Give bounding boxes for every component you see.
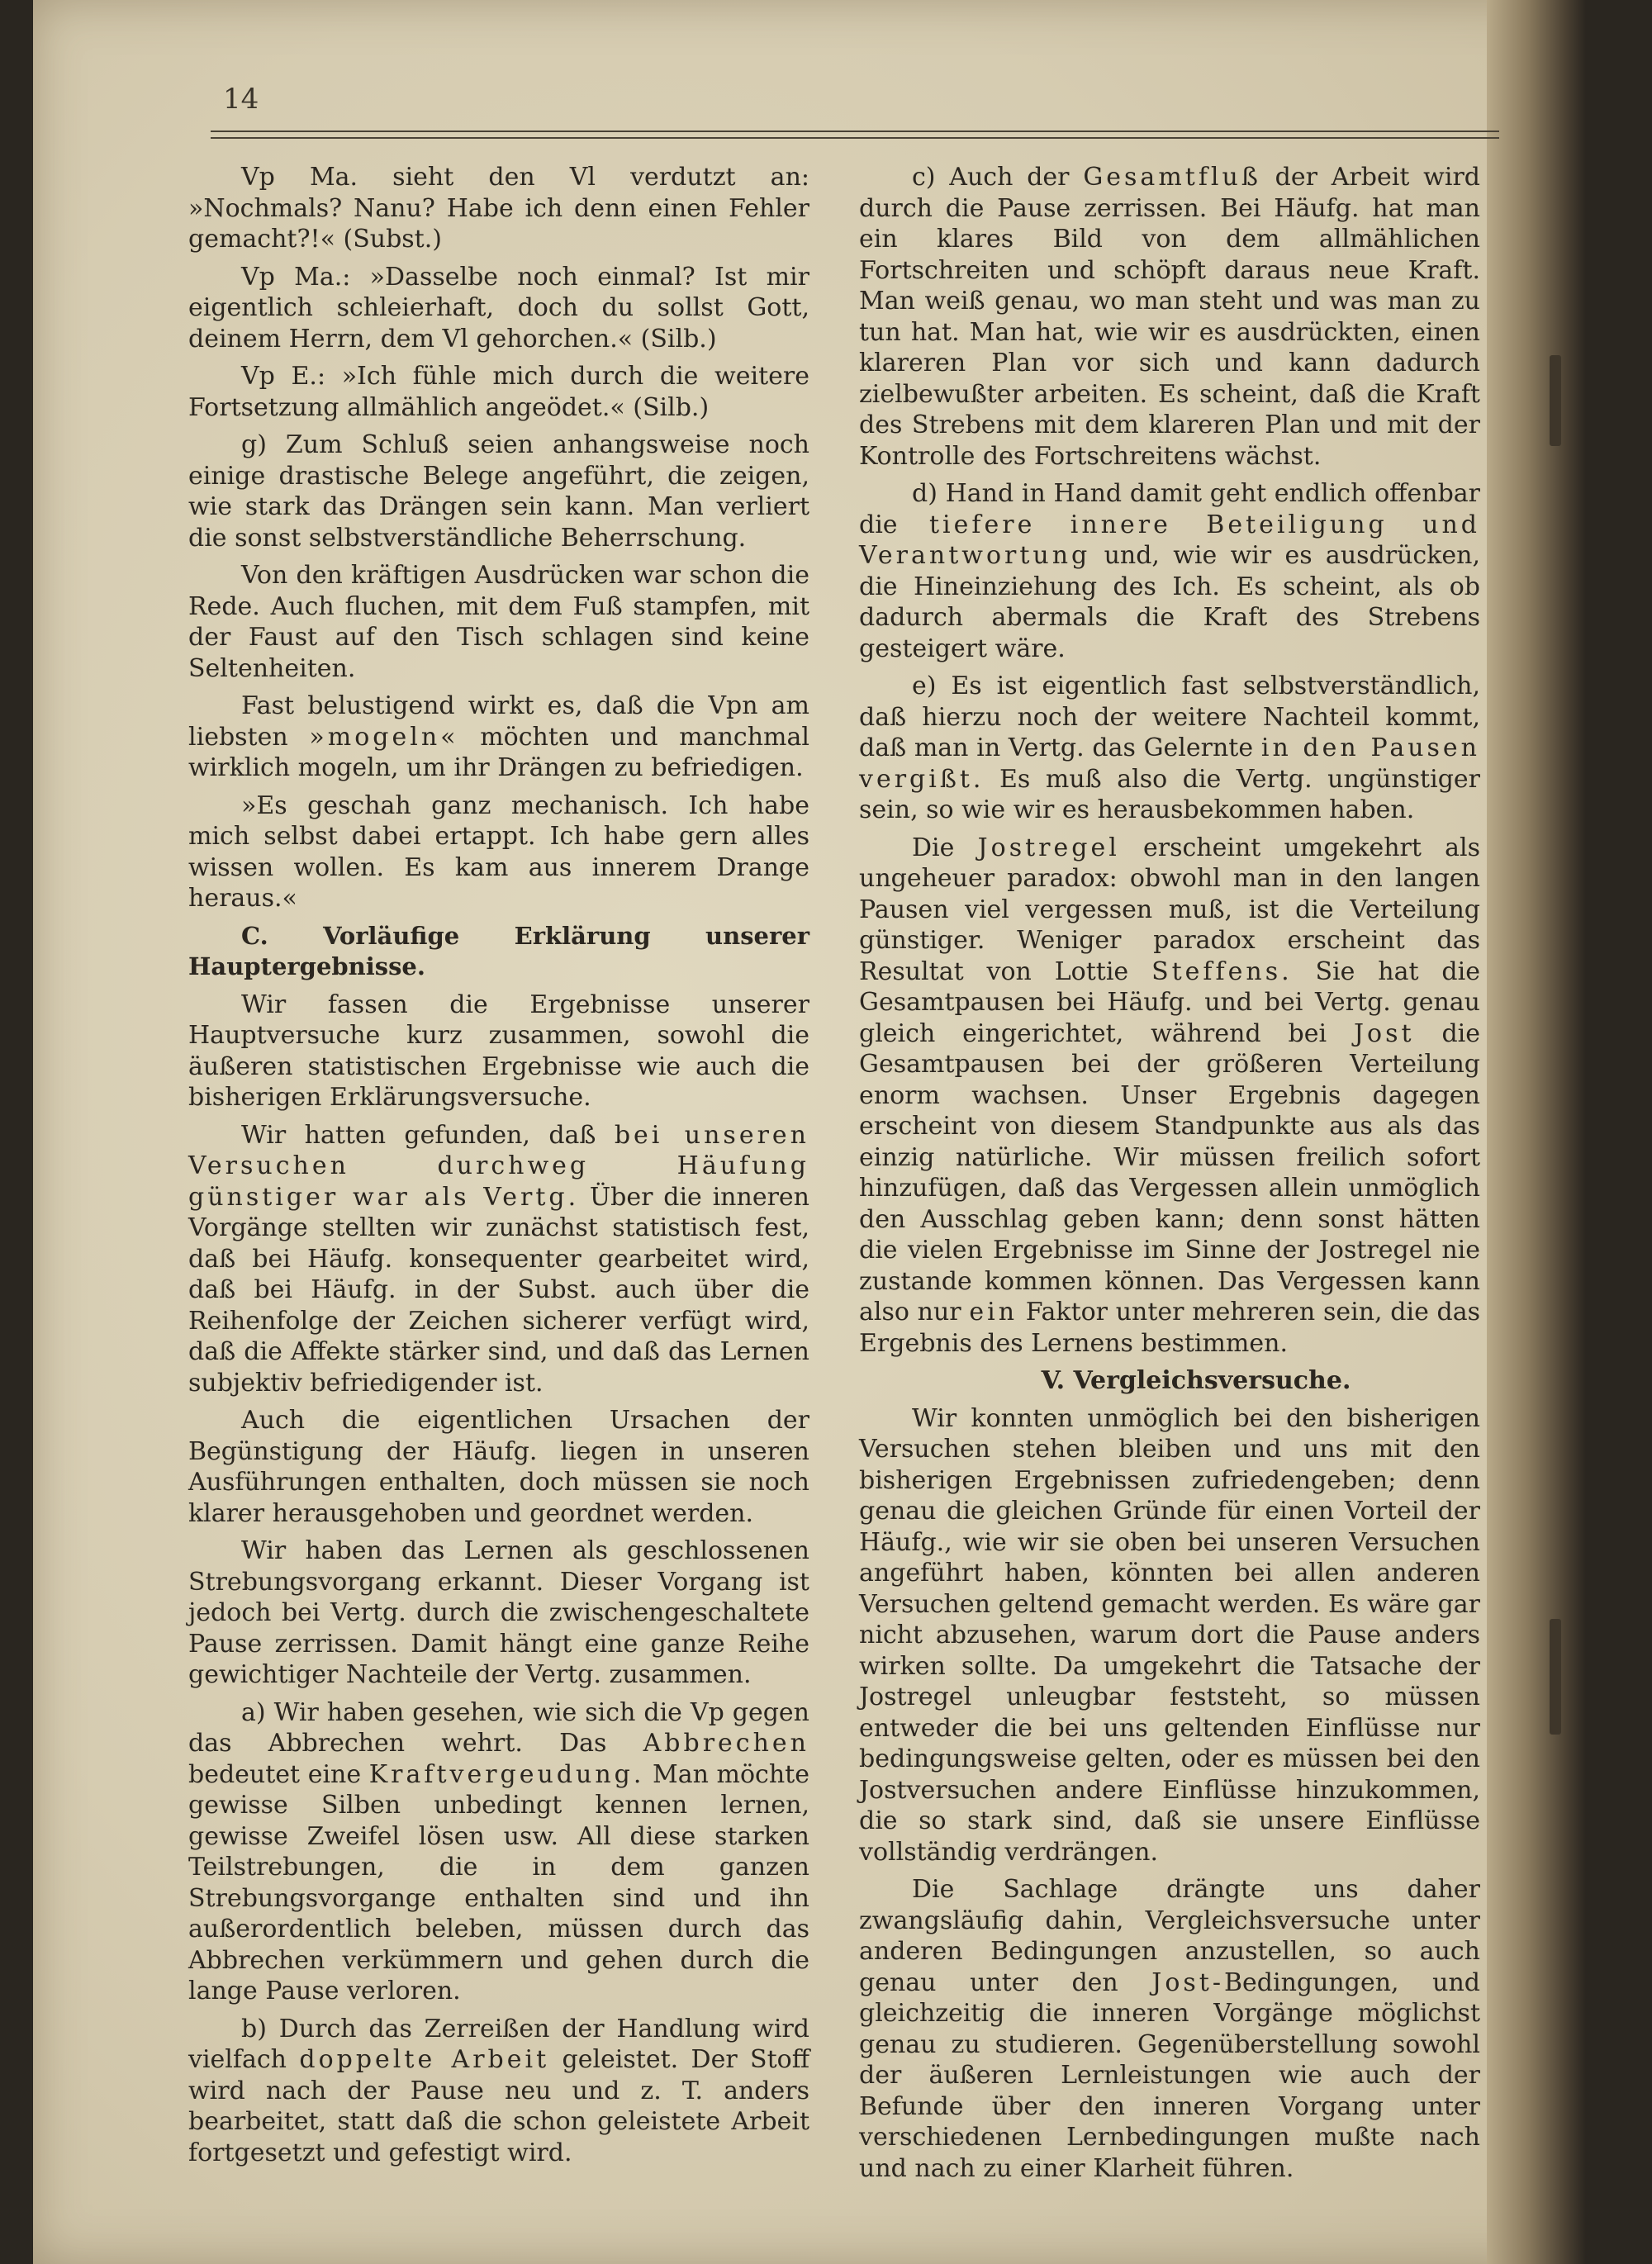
left-column [188, 162, 809, 2175]
emphasized-text: bei unseren Versuchen durchweg Häufung günstiger war als Vertg. [188, 1120, 809, 1212]
emphasized-text: Jostregel [977, 833, 1120, 862]
paragraph [859, 162, 1480, 472]
emphasized-text: Steffens. [1151, 956, 1293, 986]
text-run: Fast belustigend wirkt es, daß die Vpn am liebsten [188, 691, 809, 752]
text-run: Man möchte gewisse Silben unbedingt kennen lernen, gewisse Zweifel lösen usw. All diese starken Teilstrebungen, die in dem ganzen Strebungsvorgange enthalten sind und ihn außerordentlich beleben, müssen durch das Abbrechen verkümmern und gehen durch die lange Pause verloren. [188, 1759, 809, 2005]
text-run: c) Auch der [912, 163, 1084, 192]
section-heading: V. Vergleichsversuche. [1041, 1366, 1351, 1395]
paragraph: Wir fassen die Ergebnisse unserer Hauptversuche kurz zusammen, sowohl die äußeren statistischen Ergebnisse wie auch die bisherigen Erklärungsversuche. [188, 990, 809, 1112]
paragraph: g) Zum Schluß seien anhangsweise noch einige drastische Belege angeführt, die zeigen, wie stark das Drängen sein kann. Man verliert die sonst selbstverständliche Beherrschung. [188, 430, 809, 553]
emphasized-text: Kraftvergeudung. [368, 1759, 645, 1789]
paragraph [859, 478, 1480, 664]
text-run: d) Hand in Hand damit geht endlich offenbar die [859, 479, 1480, 539]
emphasized-text: Abbrechen [643, 1729, 809, 1758]
paragraph: Auch die eigentlichen Ursachen der Begünstigung der Häufg. liegen in unseren Ausführungen enthalten, doch müssen sie noch klarer herausgehoben und geordnet werden. [188, 1406, 809, 1528]
emphasized-text: Jost [1354, 1018, 1415, 1048]
text-run: die Gesamtpausen bei der größeren Verteilung enorm wachsen. Unser Ergebnis dagegen erscheint von diesem Standpunkte aus als das einzig natürliche. Wir müssen freilich sofort hinzufügen, daß das Vergessen allein unmöglich den Ausschlag geben kann; denn sonst hätten die vielen Ergebnisse im Sinne der Jostregel nie zustande kommen können. Das Vergessen kann also nur [859, 1018, 1480, 1327]
emphasized-text: »mogeln« [309, 722, 459, 752]
text-run: b) Durch das Zerreißen der Handlung wird vielfach [188, 2014, 809, 2074]
paragraph: Vp E.: »Ich fühle mich durch die weitere Fortsetzung allmählich angeödet.« (Silb.) [188, 362, 809, 422]
book-spine [1487, 0, 1586, 2264]
text-run: e) Es ist eigentlich fast selbstverständlich, daß hierzu noch der weitere Nachteil kommt, daß man in Vertg. das Gelernte [859, 672, 1480, 762]
paragraph: Vp Ma. sieht den Vl verdutzt an: »Nochmals? Nanu? Habe ich denn einen Fehler gemacht?!« (Subst.) [188, 163, 809, 254]
text-run: geleistet. Der Stoff wird nach der Pause neu und z. T. anders bearbeitet, statt daß die schon geleistete Arbeit fortgesetzt und gefestigt wird. [188, 2045, 810, 2167]
text-run: Faktor unter mehreren sein, die das Ergebnis des Lernens bestimmen. [859, 1298, 1481, 1358]
text-run: der Arbeit wird durch die Pause zerrissen. Bei Häufg. hat man ein klares Bild von dem allmählichen Fortschreiten und schöpft daraus neue Kraft. Man weiß genau, wo man steht und was man zu tun hat. Man hat, wie wir es ausdrückten, einen klareren Plan vor sich und kann dadurch zielbewußter arbeiten. Es scheint, daß die Kraft des Strebens mit dem klareren Plan und mit der Kontrolle des Fortschreitens wächst. [859, 163, 1480, 471]
emphasized-text: doppelte Arbeit [299, 2045, 550, 2074]
text-run: Wir hatten gefunden, daß [241, 1120, 615, 1150]
paragraph [188, 691, 809, 784]
right-column [859, 162, 1480, 2190]
binding-clip [1550, 1619, 1561, 1735]
section-heading: C. Vorläufige Erklärung unserer Hauptergebnisse. [188, 921, 809, 980]
paragraph [188, 1697, 809, 2007]
emphasized-text: Gesamtfluß [1083, 163, 1261, 192]
emphasized-text: ein [969, 1298, 1018, 1327]
text-run: bedeutet eine [188, 1759, 369, 1789]
page-number: 14 [223, 83, 259, 116]
paragraph [859, 671, 1480, 826]
text-run: Die [912, 833, 978, 862]
paragraph [859, 1874, 1480, 2184]
paragraph [188, 1120, 809, 1399]
text-run: Über die inneren Vorgänge stellten wir zunächst statistisch fest, daß bei Häufg. konsequenter gearbeitet wird, daß bei Häufg. in der Subst. auch über die Reihenfolge der Zeichen sicherer verfügt wird, daß die Affekte stärker sind, und daß das Lernen subjektiv befriedigender ist. [188, 1182, 809, 1398]
text-run: a) Wir haben gesehen, wie sich die Vp gegen das Abbrechen wehrt. Das [188, 1697, 809, 1758]
text-run: erscheint umgekehrt als ungeheuer paradox: obwohl man in den langen Pausen viel vergessen muß, ist die Verteilung günstiger. Weniger paradox erscheint das Resultat von Lottie [859, 833, 1481, 986]
text-run: Es muß also die Vertg. ungünstiger sein, so wie wir es herausbekommen haben. [859, 764, 1480, 824]
text-run: möchten und manchmal wirklich mogeln, um ihr Drängen zu befriedigen. [188, 722, 809, 782]
paragraph: »Es geschah ganz mechanisch. Ich habe mich selbst dabei ertappt. Ich habe gern alles wissen wollen. Es kam aus innerem Drange heraus.« [188, 790, 809, 913]
text-run: und, wie wir es ausdrücken, die Hineinziehung des Ich. Es scheint, als ob dadurch abermals die Kraft des Strebens gesteigert wäre. [859, 541, 1480, 663]
header-rule [211, 131, 1499, 139]
emphasized-text: Jost- [1151, 1967, 1224, 1997]
emphasized-text: in den Pausen vergißt. [859, 733, 1480, 794]
paragraph: Vp Ma.: »Dasselbe noch einmal? Ist mir eigentlich schleierhaft, doch du sollst Gott, deinem Herrn, dem Vl gehorchen.« (Silb.) [188, 262, 809, 354]
paragraph [859, 833, 1480, 1360]
paragraph: Wir haben das Lernen als geschlossenen Strebungsvorgang erkannt. Dieser Vorgang ist jedoch bei Vertg. durch die zwischengeschaltete Pause zerrissen. Damit hängt eine ganze Reihe gewichtiger Nachteile der Vertg. zusammen. [188, 1536, 809, 1689]
paragraph: Von den kräftigen Ausdrücken war schon die Rede. Auch fluchen, mit dem Fuß stampfen, mit der Faust auf den Tisch schlagen sind keine Seltenheiten. [188, 561, 809, 683]
text-run: Die Sachlage drängte uns daher zwangsläufig dahin, Vergleichsversuche unter anderen Bedingungen anzustellen, so auch genau unter den [859, 1875, 1480, 1997]
emphasized-text: tiefere innere Beteiligung und Verantwortung [859, 510, 1480, 570]
text-run: Bedingungen, und gleichzeitig die inneren Vorgänge möglichst genau zu studieren. Gegenüberstellung sowohl der äußeren Lernleistungen wie auch der Befunde über den inneren Vorgang unter verschiedenen Lernbedingungen mußte nach und nach zu einer Klarheit führen. [859, 1967, 1480, 2183]
binding-clip [1550, 355, 1561, 446]
text-run: Sie hat die Gesamtpausen bei Häufg. und bei Vertg. genau gleich eingerichtet, während bei [859, 956, 1480, 1048]
paragraph: Wir konnten unmöglich bei den bisherigen Versuchen stehen bleiben und uns mit den bisherigen Ergebnissen zufriedengeben; denn genau die gleichen Gründe für einen Vorteil der Häufg., wie wir sie oben bei unseren Versuchen angeführt haben, könnten bei allen anderen Versuchen geltend gemacht werden. Es wäre gar nicht abzusehen, warum dort die Pause anders wirken sollte. Da umgekehrt die Tatsache der Jostregel unleugbar feststeht, so müssen entweder die bei uns geltenden Einflüsse nur bedingungsweise gelten, oder es müssen bei den Jostversuchen andere Einflüsse hinzukommen, die so stark sind, daß sie unsere Einflüsse vollständig verdrängen. [859, 1403, 1480, 1867]
paragraph [188, 2014, 809, 2169]
